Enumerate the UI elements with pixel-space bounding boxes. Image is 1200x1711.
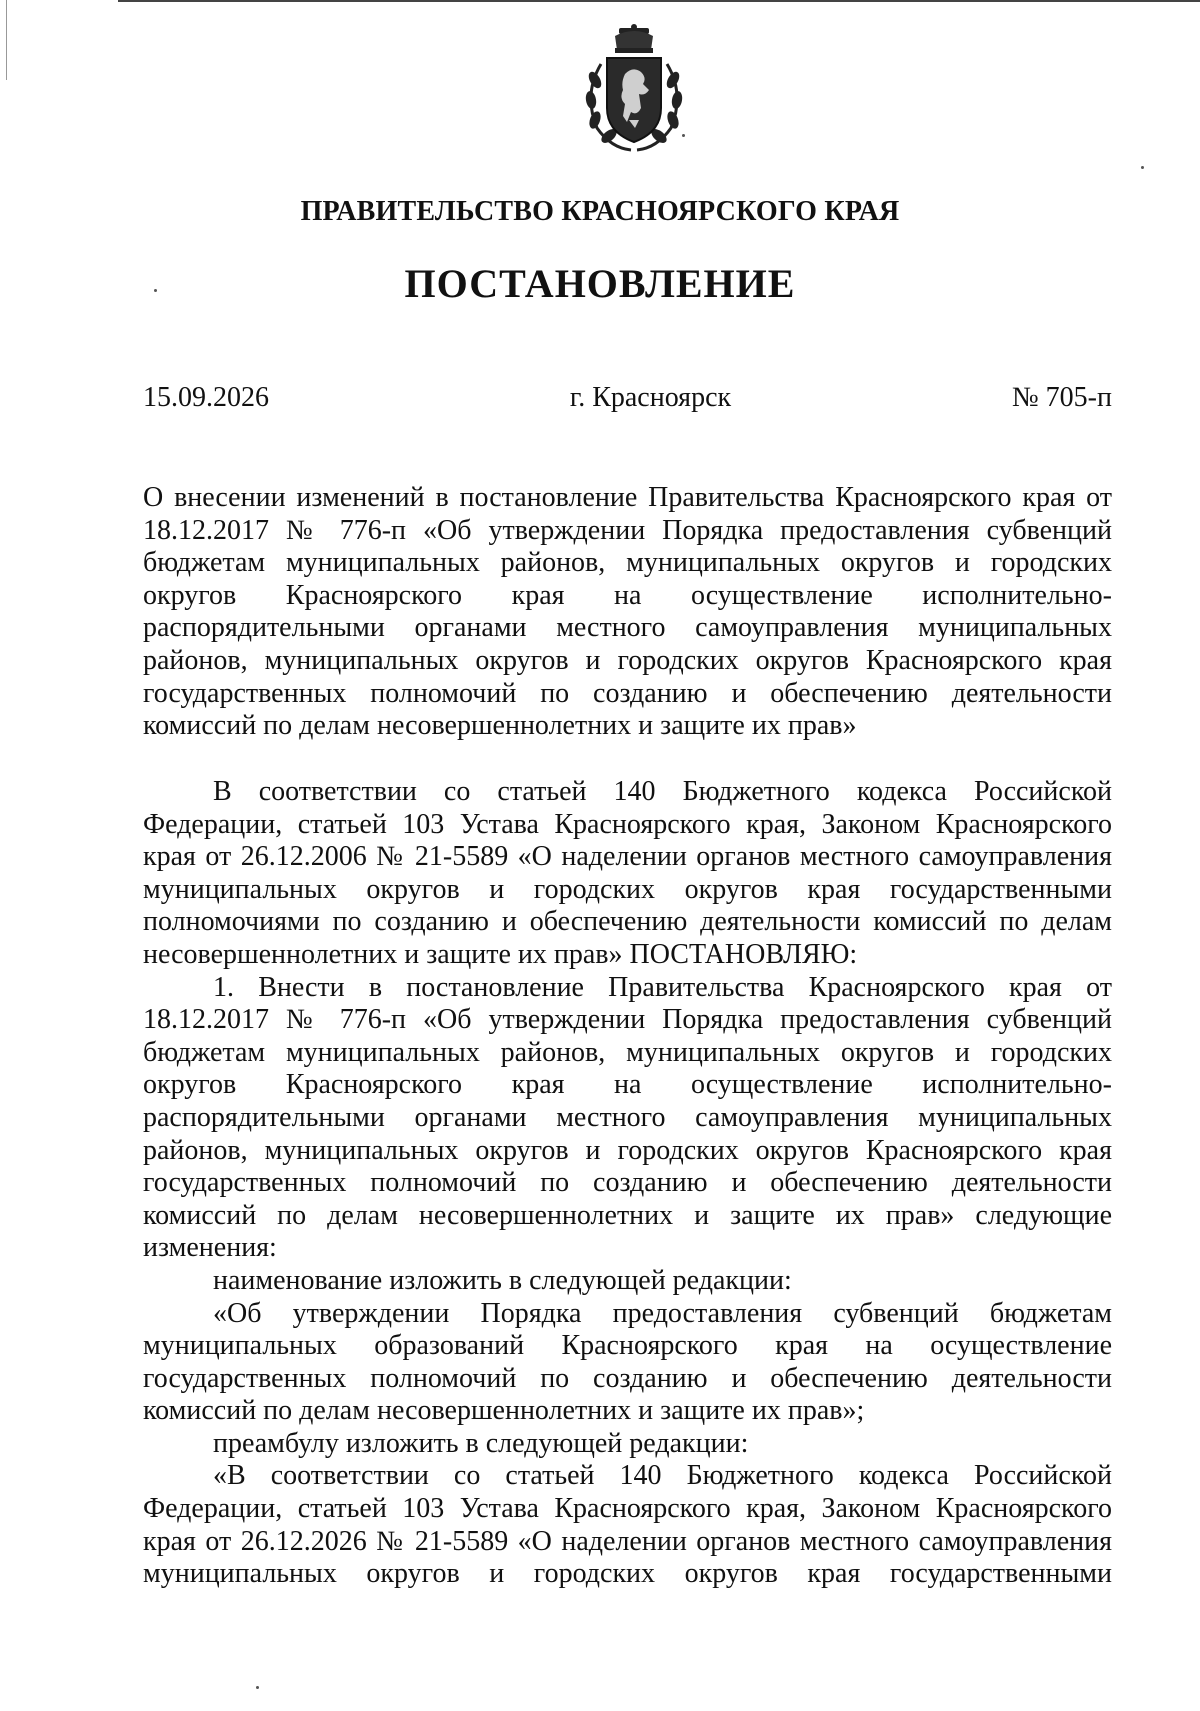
document-date: 15.09.2026	[143, 382, 269, 413]
document-body	[143, 776, 1112, 1591]
item-1-paragraph: 1. Внести в постановление Правительства Красноярского края от 18.12.2017 № 776-п «Об утверждении Порядка предоставления субвенций бюджетам муниципальных районов, муниципальных округов и городских округов Красноярского края на осуществление исполнительно-распорядительными органами местного самоуправления муниципальных районов, муниципальных округов и городских округов Красноярского края государственных полномочий по созданию и обеспечению деятельности комиссий по делам несовершеннолетних и защите их прав» следующие изменения:	[143, 971, 1112, 1264]
scan-edge-line	[118, 0, 1200, 2]
new-name-paragraph: «Об утверждении Порядка предоставления субвенций бюджетам муниципальных образований Красноярского края на осуществление государственных полномочий по созданию и обеспечению деятельности комиссий по делам несовершеннолетних и защите их прав»;	[143, 1297, 1112, 1427]
organization-name: ПРАВИТЕЛЬСТВО КРАСНОЯРСКОГО КРАЯ	[300, 196, 900, 227]
scan-speck	[1141, 166, 1144, 169]
title-text: О внесении изменений в постановление Правительства Красноярского края от 18.12.2017 № 776-п «Об утверждении Порядка предоставления субвенций бюджетам муниципальных районов, муниципальных округов и городских округов Красноярского края на осуществление исполнительно-распорядительными органами местного самоуправления муниципальных районов, муниципальных округов и городских округов Красноярского края государственных полномочий по созданию и обеспечению деятельности комиссий по делам несовершеннолетних и защите их прав»	[143, 482, 1112, 742]
document-type: ПОСТАНОВЛЕНИЕ	[404, 261, 796, 306]
scan-speck	[256, 1686, 259, 1689]
document-meta	[143, 382, 1112, 414]
document-number: № 705-п	[1011, 382, 1112, 413]
name-intro-paragraph: наименование изложить в следующей редакции:	[213, 1264, 792, 1296]
scan-edge-line	[6, 0, 7, 80]
new-preamble-paragraph: «В соответствии со статьей 140 Бюджетного кодекса Российской Федерации, статьей 103 Устава Красноярского края, Законом Красноярского края от 26.12.2026 № 21-5589 «О наделении органов местного самоуправления муниципальных округов и городских округов края государственными	[143, 1460, 1112, 1590]
document-place: г. Красноярск	[569, 382, 732, 413]
preamble-intro-paragraph: преамбулу изложить в следующей редакции:	[213, 1427, 749, 1459]
preamble-paragraph: В соответствии со статьей 140 Бюджетного кодекса Российской Федерации, статьей 103 Устава Красноярского края, Законом Красноярского края от 26.12.2006 № 21-5589 «О наделении органов местного самоуправления муниципальных округов и городских округов края государственными полномочиями по созданию и обеспечению деятельности комиссий по делам несовершеннолетних и защите их прав» ПОСТАНОВЛЯЮ:	[143, 776, 1112, 970]
document-title	[143, 482, 1112, 743]
coat-of-arms-icon	[569, 24, 699, 154]
